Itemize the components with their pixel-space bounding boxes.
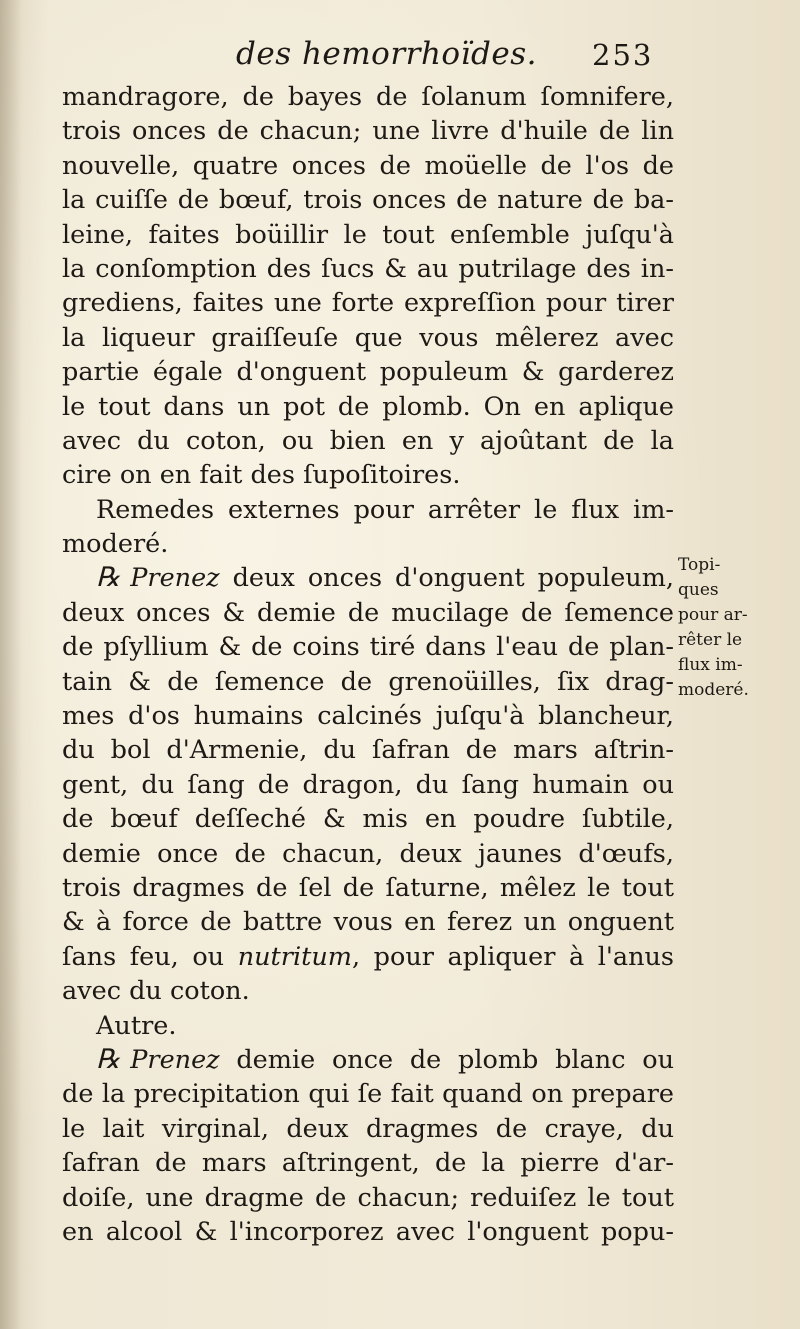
text-line: la conſomption des ſucs & au putrilage des in-	[62, 253, 674, 284]
main-text	[62, 80, 674, 1249]
italic-term: nutritum	[237, 941, 352, 972]
text-line-with-italic	[62, 940, 674, 974]
recipe-first-line	[62, 561, 674, 595]
text-line: trois dragmes de ſel de ſaturne, mêlez le tout	[62, 872, 674, 903]
prenez-word: Prenez	[130, 1044, 220, 1075]
text-line: leine, faites boüillir le tout enſemble juſqu'à	[62, 219, 674, 250]
text-segment: , pour apliquer à l'anus	[352, 941, 675, 972]
text-line: trois onces de chacun; une livre d'huile de lin	[62, 116, 674, 147]
text-line: du bol d'Armenie, du ſafran de mars aſtrin-	[62, 735, 674, 766]
text-line: avec du coton.	[62, 976, 250, 1007]
text-line: demie once de chacun, deux jaunes d'œufs,	[62, 838, 674, 869]
page-number: 253	[592, 38, 654, 72]
margin-note-line: pour ar-	[678, 605, 748, 625]
recipe-symbol: ℞	[96, 562, 121, 594]
margin-note-line: flux im-	[678, 655, 743, 675]
text-line: mes d'os humains calcinés juſqu'à blancheur,	[62, 701, 674, 732]
text-line: tain & de ſemence de grenoüilles, ſix drag-	[62, 666, 674, 697]
text-line: avec du coton, ou bien en y ajoûtant de la	[62, 425, 674, 456]
page-header	[0, 30, 800, 78]
text-line: la liqueur graiſſeuſe que vous mêlerez avec	[62, 322, 674, 353]
recipe-text: demie once de plomb blanc ou	[236, 1044, 674, 1075]
text-line: partie égale d'onguent populeum & garderez	[62, 357, 674, 388]
recipe-symbol: ℞	[96, 1043, 121, 1075]
margin-note	[678, 553, 790, 703]
margin-note-line: moderé.	[678, 680, 749, 700]
text-line: & à force de battre vous en ferez un onguent	[62, 907, 674, 938]
autre-heading: Autre.	[96, 1010, 177, 1041]
text-line: le lait virginal, deux dragmes de craye, du	[62, 1113, 674, 1144]
text-line: de pſyllium & de coins tiré dans l'eau de plan-	[62, 632, 674, 663]
text-line: le tout dans un pot de plomb. On en aplique	[62, 391, 674, 422]
section-heading-end: moderé.	[62, 529, 169, 560]
text-line: grediens, faites une forte expreſſion pour tirer	[62, 288, 674, 319]
prenez-word: Prenez	[130, 563, 220, 594]
text-line: de bœuf deſſeché & mis en poudre ſubtile,	[62, 804, 674, 835]
recipe-first-line	[62, 1043, 674, 1077]
text-line: la cuiſſe de bœuf, trois onces de nature de ba-	[62, 185, 674, 216]
section-heading: Remedes externes pour arrêter le flux im-	[96, 494, 674, 525]
text-line: en alcool & l'incorporez avec l'onguent popu-	[62, 1216, 674, 1247]
margin-note-line: rêter le	[678, 630, 743, 650]
margin-note-line: Topi-	[678, 555, 721, 575]
text-line: cire on en fait des ſupoſitoires.	[62, 460, 461, 491]
recipe-text: deux onces d'onguent populeum,	[232, 563, 675, 594]
text-segment: ſans feu, ou	[62, 941, 225, 972]
spine-shadow	[0, 0, 22, 1329]
text-line: deux onces & demie de mucilage de ſemence	[62, 597, 674, 628]
text-line: de la precipitation qui ſe fait quand on prepare	[62, 1079, 674, 1110]
text-line: ſafran de mars aſtringent, de la pierre d'ar-	[62, 1148, 674, 1179]
text-line: doiſe, une dragme de chacun; reduiſez le tout	[62, 1182, 674, 1213]
running-head: des hemorrhoïdes.	[236, 36, 537, 72]
text-line: gent, du ſang de dragon, du ſang humain ou	[62, 769, 674, 800]
text-line: mandragore, de bayes de ſolanum ſomnifere,	[62, 82, 674, 112]
margin-note-line: ques	[678, 580, 719, 600]
text-line: nouvelle, quatre onces de moüelle de l'os de	[62, 150, 674, 181]
